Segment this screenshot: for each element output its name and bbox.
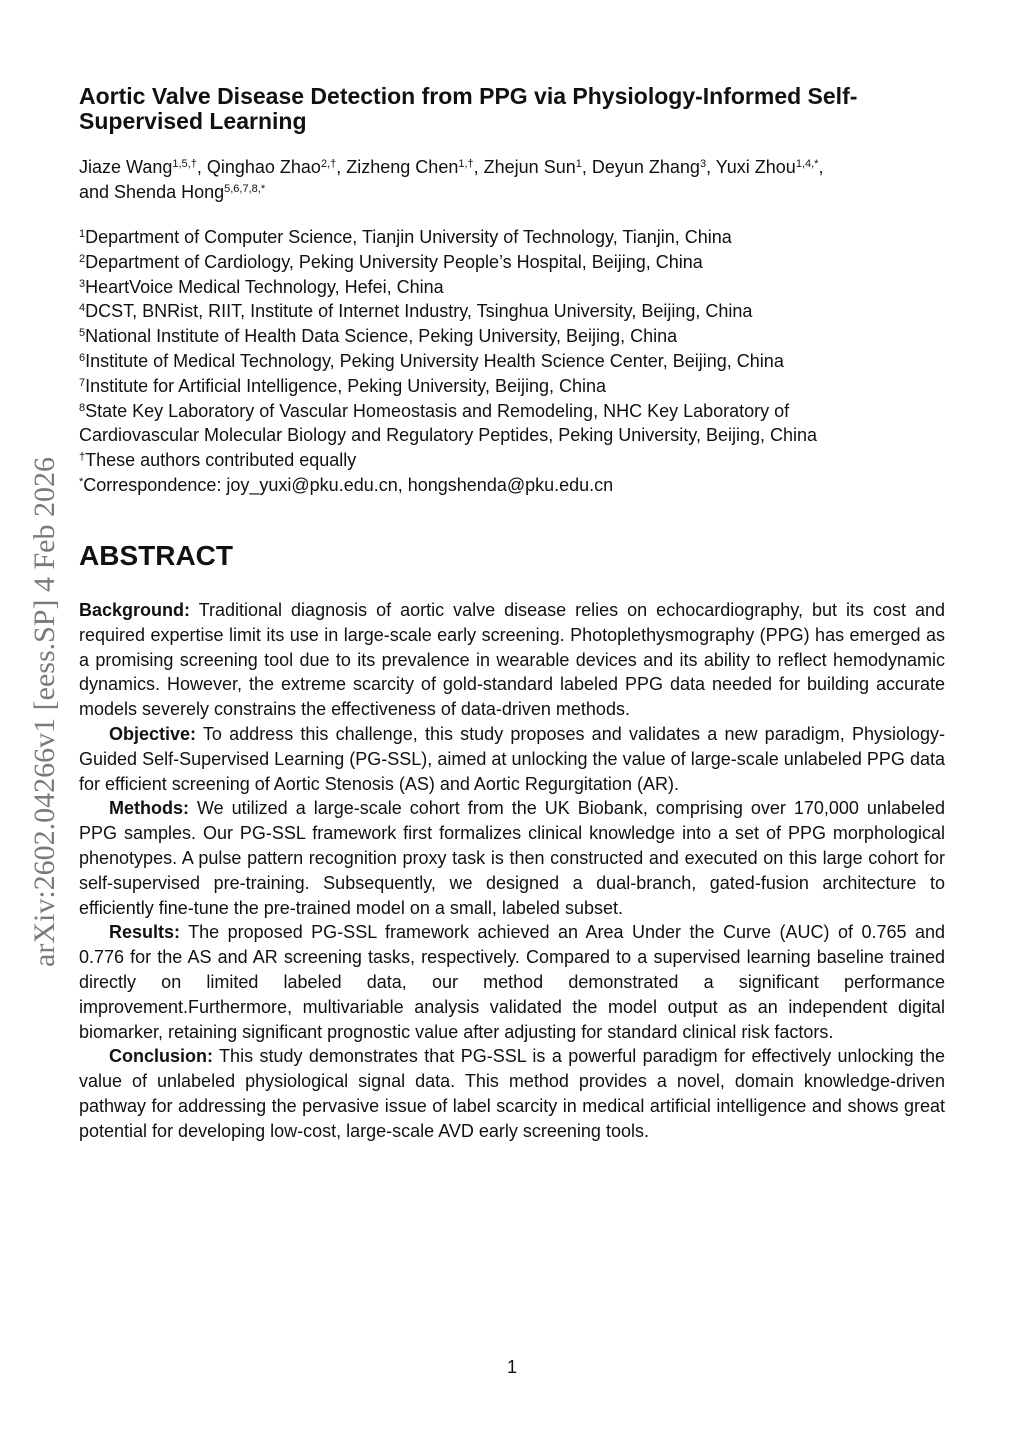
correspondence-note: *Correspondence: joy_yuxi@pku.edu.cn, hongshenda@pku.edu.cn bbox=[79, 474, 614, 495]
author: Deyun Zhang$^3$, bbox=[591, 157, 716, 177]
abstract-heading: ABSTRACT bbox=[79, 540, 233, 571]
abstract-results: Results: The proposed PG-SSL framework achieved an Area Under the Curve (AUC) of 0.765 and 0.776 for the AS and AR screening tasks, respectively. Compared to a supervised learning baseline trained directly on limited labeled data, our method demonstrated a significant performance improvement.Furthermore, multivariable analysis validated the model output as an independent digital biomarker, retaining significant prognostic value after adjusting for standard clinical risk factors. bbox=[79, 922, 945, 1042]
author: Zhejun Sun$^1$, bbox=[483, 157, 592, 177]
author: Zizheng Chen$^{1,\dagger}$, bbox=[346, 157, 484, 177]
affiliation: $^4$DCST, BNRist, RIIT, Institute of Internet Industry, Tsinghua University, Beijing, China bbox=[79, 301, 753, 322]
paper-title: Aortic Valve Disease Detection from PPG via Physiology-Informed Self-Supervised Learning bbox=[79, 83, 858, 134]
author: Yuxi Zhou$^{1,4,*}$, bbox=[715, 157, 824, 177]
author: and Shenda Hong$^{5,6,7,8,*}$ bbox=[79, 182, 266, 202]
page-number: 1 bbox=[506, 1357, 517, 1377]
affiliation: $^8$State Key Laboratory of Vascular Homeostasis and Remodeling, NHC Key Laboratory of bbox=[79, 400, 790, 421]
abstract-objective: Objective: To address this challenge, this study proposes and validates a new paradigm, Physiology-Guided Self-Supervised Learning (PG-SSL), aimed at unlocking the value of large-scale unlabeled PPG data for efficient screening of Aortic Stenosis (AS) and Aortic Regurgitation (AR). bbox=[79, 723, 945, 794]
affiliation: $^1$Department of Computer Science, Tianjin University of Technology, Tianjin, China bbox=[79, 227, 732, 247]
abstract-body bbox=[79, 598, 945, 1144]
affiliation: $^7$Institute for Artificial Intelligence, Peking University, Beijing, China bbox=[79, 375, 607, 396]
author-list bbox=[79, 155, 959, 205]
affiliation: Cardiovascular Molecular Biology and Regulatory Peptides, Peking University, Beijing, China bbox=[79, 425, 818, 446]
author: Jiaze Wang$^{1,5,\dagger}$, bbox=[79, 157, 207, 177]
affiliation: $^3$HeartVoice Medical Technology, Hefei, China bbox=[79, 276, 444, 297]
arxiv-identifier: arXiv:2602.04266v1 [eess.SP] 4 Feb 2026 bbox=[28, 457, 61, 967]
author: Qinghao Zhao$^{2,\dagger}$, bbox=[206, 157, 347, 177]
affiliation: $^6$Institute of Medical Technology, Peking University Health Science Center, Beijing, China bbox=[79, 350, 784, 371]
abstract-conclusion: Conclusion: This study demonstrates that PG-SSL is a powerful paradigm for effectively unlocking the value of unlabeled physiological signal data. This method provides a novel, domain knowledge-driven pathway for addressing the pervasive issue of label scarcity in medical artificial intelligence and shows great potential for developing low-cost, large-scale AVD early screening tools. bbox=[79, 1046, 945, 1141]
affiliation: $^2$Department of Cardiology, Peking University People’s Hospital, Beijing, China bbox=[79, 251, 703, 272]
equal-contribution-note: †These authors contributed equally bbox=[79, 450, 357, 471]
affiliation-list bbox=[79, 225, 959, 498]
abstract-methods: Methods: We utilized a large-scale cohort from the UK Biobank, comprising over 170,000 unlabeled PPG samples. Our PG-SSL framework first formalizes clinical knowledge into a set of PPG morphological phenotypes. A pulse pattern recognition proxy task is then constructed and executed on this large cohort for self-supervised pre-training. Subsequently, we designed a dual-branch, gated-fusion architecture to efficiently fine-tune the pre-trained model on a small, labeled subset. bbox=[79, 798, 945, 918]
abstract-background: Background: Traditional diagnosis of aortic valve disease relies on echocardiography, but its cost and required expertise limit its use in large-scale early screening. Photoplethysmography (PPG) has emerged as a promising screening tool due to its prevalence in wearable devices and its ability to reflect hemodynamic dynamics. However, the extreme scarcity of gold-standard labeled PPG data needed for building accurate models severely constrains the effectiveness of data-driven methods. bbox=[79, 600, 945, 720]
affiliation: $^5$National Institute of Health Data Science, Peking University, Beijing, China bbox=[79, 326, 678, 347]
